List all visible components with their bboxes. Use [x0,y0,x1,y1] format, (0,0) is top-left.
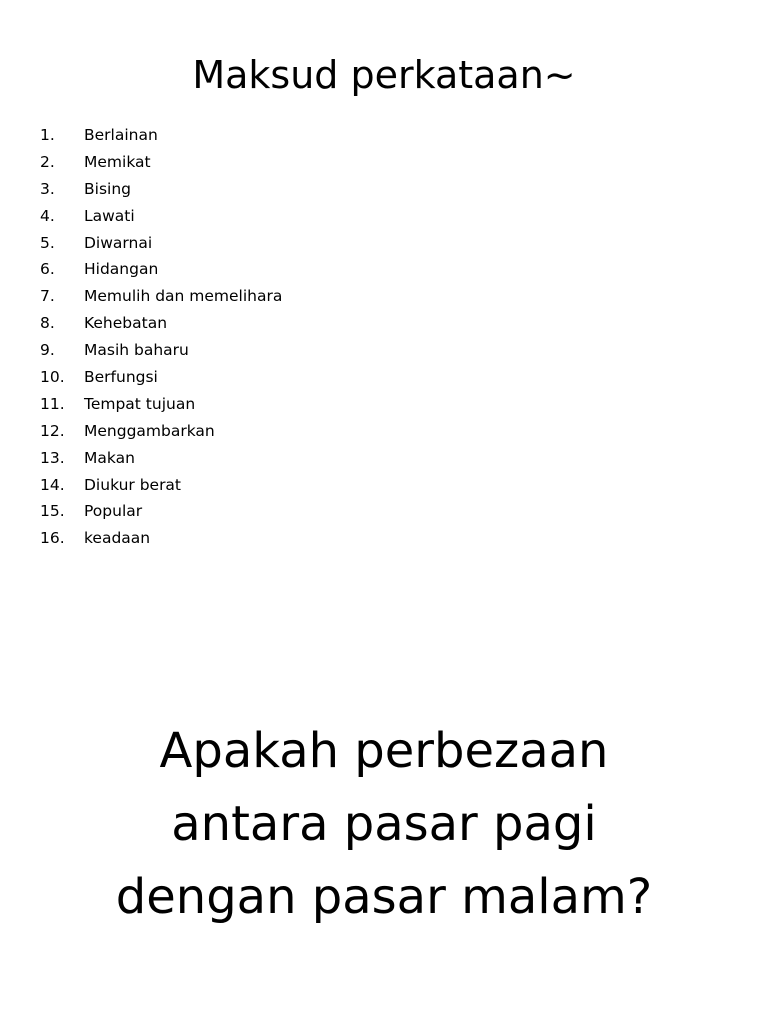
list-item [40,498,282,525]
list-item [40,472,282,499]
item-text: Berfungsi [84,368,158,387]
list-item [40,283,282,310]
item-number: 6. [40,260,55,279]
item-text: Memulih dan memelihara [84,287,283,306]
item-number: 8. [40,314,55,333]
item-text: Diwarnai [84,233,153,252]
item-number: 7. [40,287,55,306]
list-item [40,203,282,230]
list-item [40,149,282,176]
question-line: Apakah perbezaan [159,723,609,779]
item-number: 1. [40,126,55,144]
item-text: Tempat tujuan [84,394,196,413]
question-line: antara pasar pagi [171,796,597,852]
item-number: 4. [40,206,55,225]
list-item [40,122,282,149]
item-number: 13. [40,448,65,467]
item-text: Diukur berat [84,475,182,494]
list-item [40,364,282,391]
list-item [40,391,282,418]
item-number: 15. [40,502,65,521]
item-number: 12. [40,421,65,440]
item-text: Menggambarkan [84,421,215,440]
item-text: Masih baharu [84,341,189,360]
list-item [40,337,282,364]
item-number: 9. [40,341,55,360]
word-list [40,122,282,552]
item-text: Makan [84,448,135,467]
question-line: dengan pasar malam? [115,869,653,925]
item-number: 3. [40,179,55,198]
item-number: 10. [40,368,65,387]
item-text: Berlainan [84,126,158,144]
item-text: Hidangan [84,260,159,279]
list-item [40,176,282,203]
list-item [40,230,282,257]
item-number: 14. [40,475,65,494]
item-number: 5. [40,233,55,252]
item-text: keadaan [84,529,151,548]
list-item [40,256,282,283]
item-text: Kehebatan [84,314,168,333]
list-item [40,445,282,472]
list-item [40,310,282,337]
item-number: 2. [40,152,55,171]
list-item [40,525,282,552]
slide-title: Maksud perkataan~ [192,53,576,97]
item-text: Bising [84,179,131,198]
item-text: Lawati [84,206,135,225]
item-number: 16. [40,529,65,548]
item-text: Popular [84,502,143,521]
list-item [40,418,282,445]
item-number: 11. [40,394,65,413]
question-text [0,715,768,934]
item-text: Memikat [84,152,151,171]
slide-question [0,590,768,1024]
